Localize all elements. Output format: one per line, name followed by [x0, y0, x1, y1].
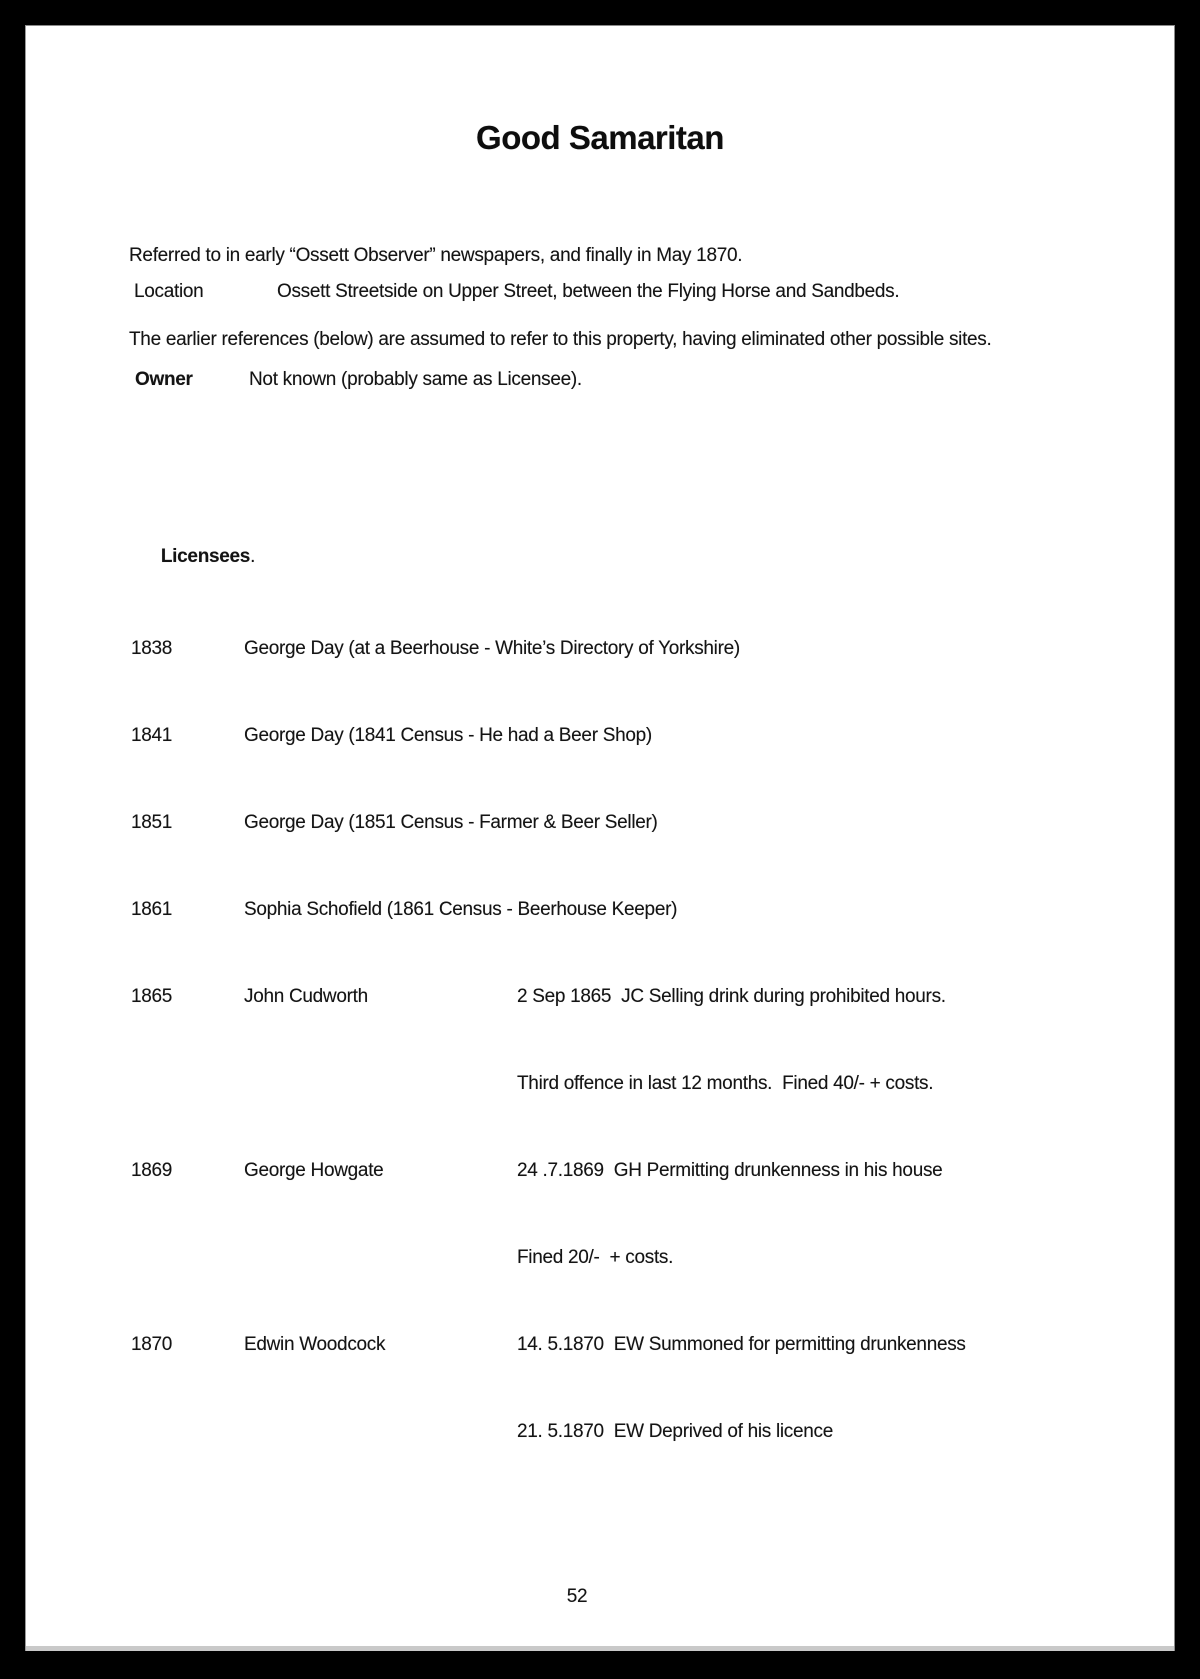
licensee-name: George Day (1851 Census - Farmer & Beer Seller) [244, 812, 658, 833]
licensee-year [131, 1243, 244, 1272]
location-label: Location [134, 281, 204, 302]
licensee-name: George Day (1841 Census - He had a Beer Shop) [244, 725, 652, 746]
licensee-row [131, 721, 966, 750]
location-field [134, 278, 899, 306]
intro-line-1: Referred to in early “Ossett Observer” newspapers, and finally in May 1870. [129, 245, 743, 266]
licensee-name: George Day (at a Beerhouse - White’s Directory of Yorkshire) [244, 638, 740, 659]
licensee-event: 2 Sep 1865 JC Selling drink during prohibited hours. [517, 986, 946, 1007]
licensee-row [131, 1069, 966, 1098]
licensee-row [131, 634, 966, 663]
licensee-year [131, 1069, 244, 1098]
licensee-event: 24 .7.1869 GH Permitting drunkenness in his house [517, 1160, 943, 1181]
licensee-row [131, 1417, 966, 1446]
licensee-row [131, 808, 966, 837]
page-title: Good Samaritan [476, 119, 724, 156]
licensee-row [131, 1330, 966, 1359]
licensee-year: 1865 [131, 986, 173, 1007]
licensee-year: 1841 [131, 725, 173, 746]
licensee-name [244, 1243, 517, 1272]
licensee-name [244, 1417, 517, 1446]
owner-label: Owner [135, 369, 193, 390]
licensee-name: John Cudworth [244, 986, 368, 1007]
licensee-row [131, 1156, 966, 1185]
page-number: 52 [566, 1586, 588, 1607]
licensee-year: 1869 [131, 1160, 173, 1181]
licensee-year: 1851 [131, 812, 173, 833]
licensee-name: George Howgate [244, 1160, 384, 1181]
intro-line-2: The earlier references (below) are assumed to refer to this property, having eliminated other possible sites. [129, 329, 992, 350]
licensee-row [131, 1243, 966, 1272]
licensee-row [131, 895, 966, 924]
licensee-event: Third offence in last 12 months. Fined 40/- + costs. [517, 1073, 934, 1094]
location-value: Ossett Streetside on Upper Street, between the Flying Horse and Sandbeds. [277, 281, 900, 302]
licensee-name: Sophia Schofield (1861 Census - Beerhouse Keeper) [244, 899, 678, 920]
licensee-list [131, 576, 966, 1504]
licensee-row [131, 982, 966, 1011]
licensee-event: Fined 20/- + costs. [517, 1247, 674, 1268]
page-bottom-edge-shadow [26, 1646, 1174, 1651]
document-page [25, 25, 1175, 1651]
licensee-name: Edwin Woodcock [244, 1334, 386, 1355]
licensee-event: 21. 5.1870 EW Deprived of his licence [517, 1421, 833, 1442]
licensee-year: 1838 [131, 638, 173, 659]
licensees-heading-period: . [250, 546, 256, 567]
owner-value: Not known (probably same as Licensee). [249, 369, 582, 390]
licensee-name [244, 1069, 517, 1098]
licensees-heading-text: Licensees [160, 546, 251, 567]
licensee-year: 1861 [131, 899, 173, 920]
licensee-year [131, 1417, 244, 1446]
owner-field [135, 366, 582, 394]
licensee-event: 14. 5.1870 EW Summoned for permitting drunkenness [517, 1334, 966, 1355]
licensee-year: 1870 [131, 1334, 173, 1355]
